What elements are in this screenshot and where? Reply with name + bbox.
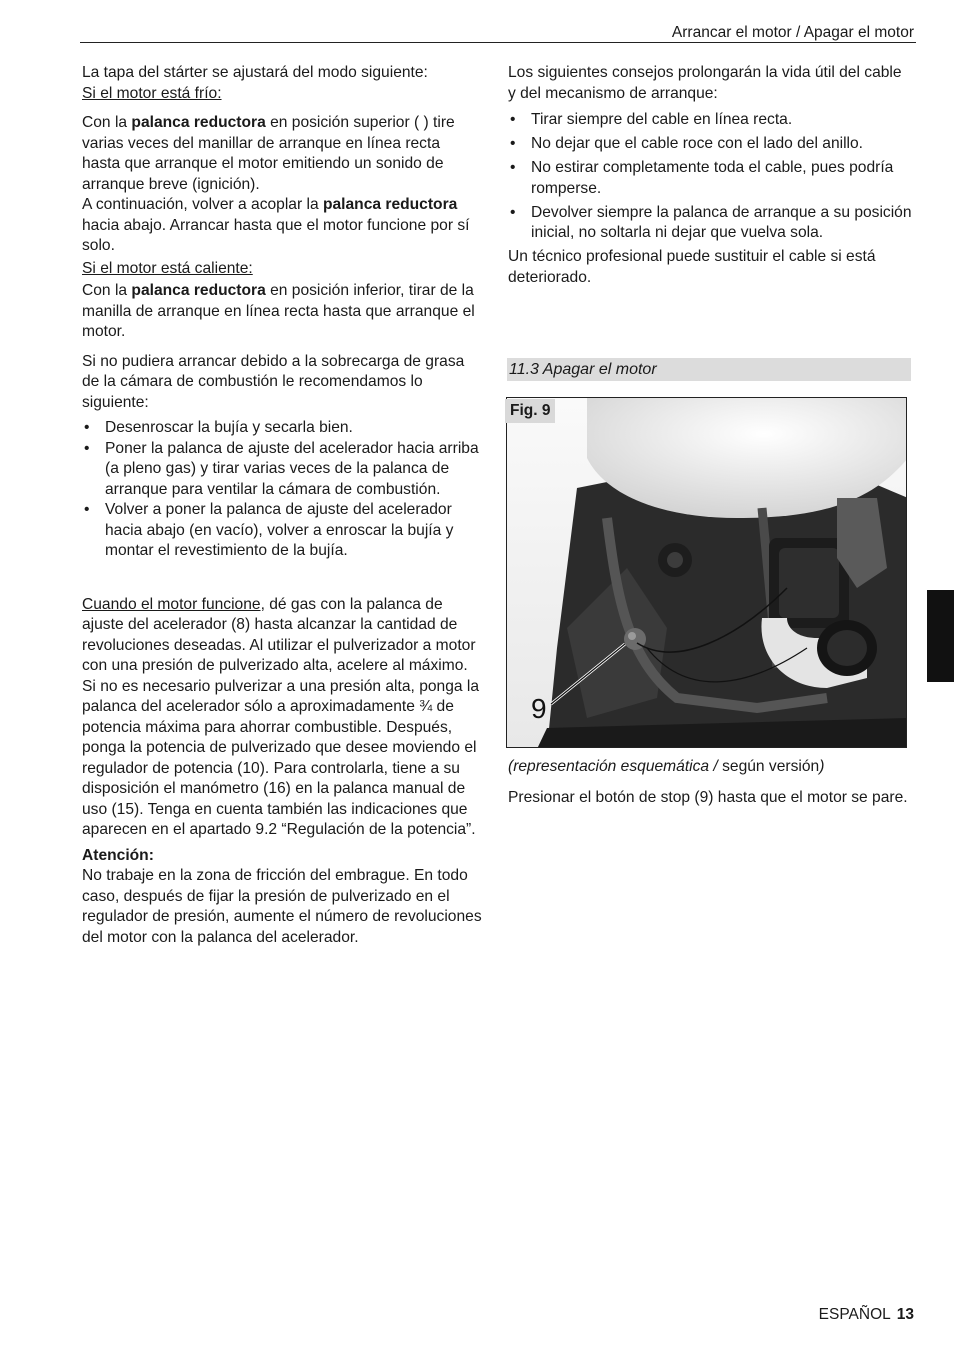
attention-text: No trabaje en la zona de fricción del embrague. En todo caso, después de fijar la presión de pulverizado en el regulador de presión, aumente el número de revoluciones del motor con la palanca del acelerador. <box>82 867 482 946</box>
engine-illustration <box>507 398 907 748</box>
figure-engine-photo <box>506 397 907 748</box>
cold-engine-paragraph-1: Con la palanca reductora en posición superior ( ) tire varias veces del manillar de arranque en línea recta hasta que arranque el motor emitiendo un sonido de arranque breve (ignición). <box>82 114 455 193</box>
list-item: • No dejar que el cable roce con el lado del anillo. <box>508 134 912 155</box>
technician-note: Un técnico profesional puede sustituir el cable si está deteriorado. <box>508 248 876 286</box>
header-rule <box>80 42 916 43</box>
page-number: 13 <box>896 1306 914 1323</box>
grease-steps-list <box>82 418 482 562</box>
cold-engine-paragraph-2: A continuación, volver a acoplar la palanca reductora hacia abajo. Arrancar hasta que el motor funcione por sí solo. <box>82 196 470 254</box>
figure-label: Fig. 9 <box>505 399 555 423</box>
callout-number: 9 <box>531 693 547 724</box>
attention-title: Atención: <box>82 846 154 864</box>
grease-paragraph: Si no pudiera arrancar debido a la sobrecarga de grasa de la cámara de combustión le recomendamos lo siguiente: <box>82 352 465 411</box>
list-item: • No estirar completamente toda el cable, pues podría romperse. <box>508 158 912 199</box>
footer-language: ESPAÑOL <box>818 1306 891 1323</box>
engine-running-paragraph: Cuando el motor funcione, dé gas con la palanca de ajuste del acelerador (8) hasta alcanzar la cantidad de revoluciones deseadas. Al utilizar el pulverizador a motor con una presión de pulverizado alta, acelere al máximo. Si no es necesario pulverizar a una presión alta, ponga la palanca del acelerador sólo a aproximadamente ¾ de potencia máxima para ahorrar combustible. Después, ponga la potencia de pulverizado que desee moviendo el regulador de potencia (10). Para controlarla, tiene a su disposición el manómetro (16) en la palanca manual de uso (15). Tenga en cuenta también las indicaciones que aparecen en el apartado 9.2 “Regulación de la potencia”. <box>82 595 480 838</box>
tips-list <box>508 110 912 244</box>
figure-caption: (representación esquemática / según versión) <box>508 758 825 775</box>
right-column <box>508 63 912 288</box>
warm-engine-heading: Si el motor está caliente: <box>82 259 253 277</box>
stop-instruction: Presionar el botón de stop (9) hasta que el motor se pare. <box>508 789 908 806</box>
list-item: • Volver a poner la palanca de ajuste del acelerador hacia abajo (en vacío), volver a enroscar la bujía y montar el revestimiento de la bujía. <box>82 500 482 562</box>
tips-intro: Los siguientes consejos prolongarán la vida útil del cable y del mecanismo de arranque: <box>508 64 902 102</box>
starter-intro: La tapa del stárter se ajustará del modo siguiente: <box>82 64 428 81</box>
list-item: • Desenroscar la bujía y secarla bien. <box>82 418 482 439</box>
warm-engine-paragraph: Con la palanca reductora en posición inferior, tirar de la manilla de arranque en línea recta hasta que arranque el motor. <box>82 282 475 340</box>
language-tab-marker <box>927 590 954 682</box>
list-item: • Tirar siempre del cable en línea recta. <box>508 110 912 131</box>
header-title: Arrancar el motor / Apagar el motor <box>671 24 914 41</box>
list-item: • Devolver siempre la palanca de arranque a su posición inicial, no soltarla ni dejar que vuelva sola. <box>508 203 912 244</box>
page-footer <box>819 1306 914 1324</box>
left-column <box>82 63 482 948</box>
section-heading: 11.3 Apagar el motor <box>507 358 911 381</box>
cold-engine-heading: Si el motor está frío: <box>82 84 222 102</box>
list-item: • Poner la palanca de ajuste del acelerador hacia arriba (a pleno gas) y tirar varias veces de la palanca de arranque para ventilar la cámara de combustión. <box>82 439 482 501</box>
